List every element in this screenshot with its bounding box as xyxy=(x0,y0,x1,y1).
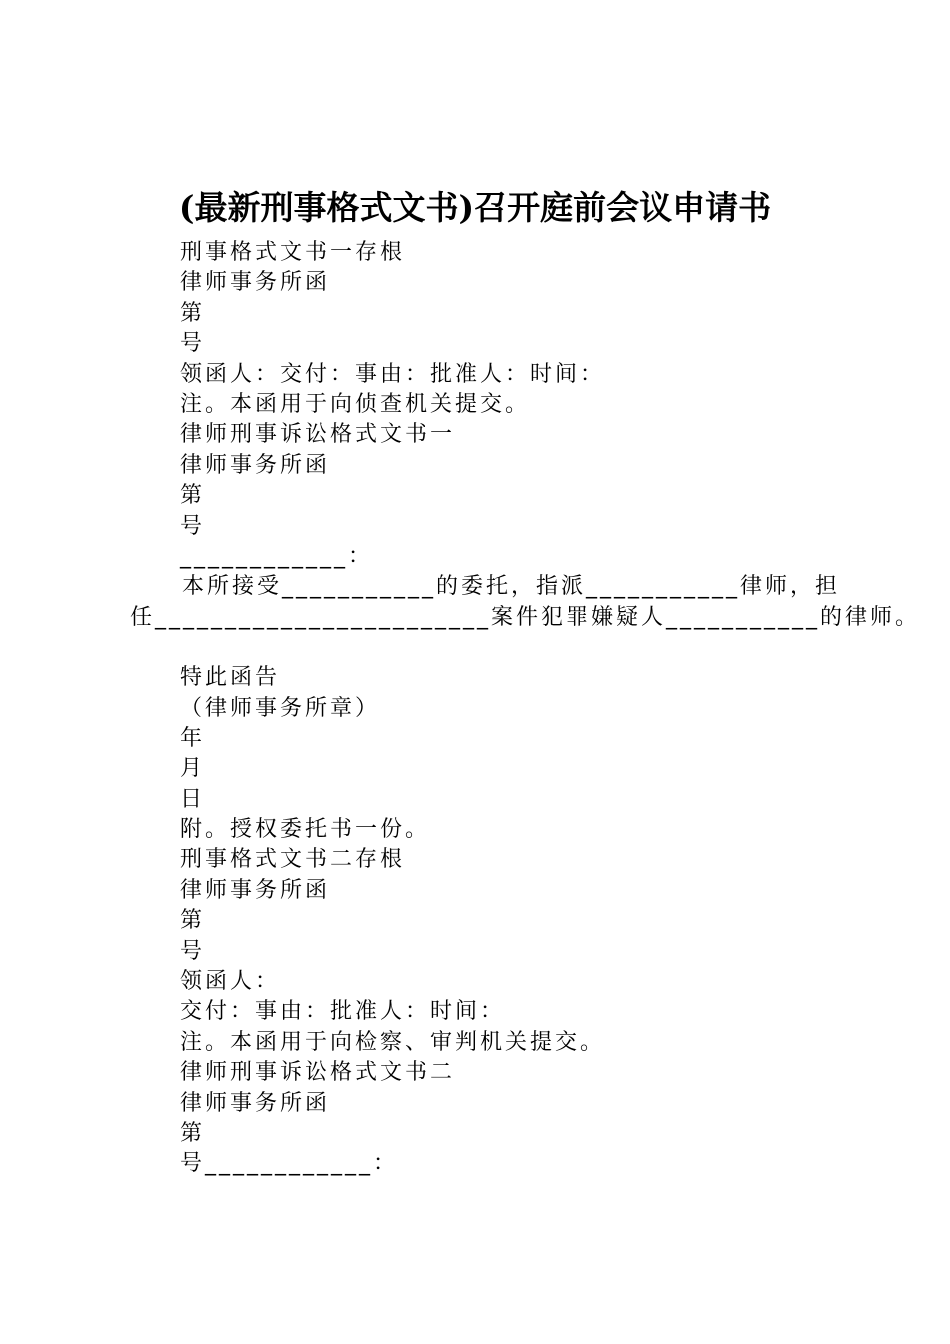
text-line: 注。本函用于向侦查机关提交。 xyxy=(180,391,531,417)
text-line: 年 xyxy=(180,725,206,751)
text-line: 第 xyxy=(180,300,206,326)
text-line: 律师刑事诉讼格式文书二 xyxy=(180,1060,456,1086)
text-line: 第 xyxy=(180,483,206,509)
text-line: 特此函告 xyxy=(180,665,281,691)
text-line: 号 xyxy=(180,331,206,357)
text-line: 律师事务所函 xyxy=(180,1090,331,1116)
text-line: 领函人：交付：事由：批准人：时间： xyxy=(180,361,606,387)
text-line: 律师刑事诉讼格式文书一 xyxy=(180,422,456,448)
text-line: （律师事务所章） xyxy=(180,695,381,721)
paragraph-line-2: 任________________________案件犯罪嫌疑人___________的律师。 xyxy=(130,604,921,630)
text-line: 律师事务所函 xyxy=(180,270,331,296)
text-line: 律师事务所函 xyxy=(180,877,331,903)
body-paragraph xyxy=(0,572,950,633)
text-line: 交付：事由：批准人：时间： xyxy=(180,999,506,1025)
text-line: 月 xyxy=(180,756,206,782)
text-line: 律师事务所函 xyxy=(180,452,331,478)
text-line: 注。本函用于向检察、审判机关提交。 xyxy=(180,1029,606,1055)
text-line: 刑事格式文书二存根 xyxy=(180,847,406,873)
text-line: 号 xyxy=(180,513,206,539)
text-line: 第 xyxy=(180,908,206,934)
document-title: (最新刑事格式文书)召开庭前会议申请书 xyxy=(178,188,772,227)
document-body xyxy=(0,238,950,1180)
text-line: 日 xyxy=(180,786,206,812)
text-line: 第 xyxy=(180,1120,206,1146)
text-line: ____________： xyxy=(180,543,374,569)
text-line: 号____________： xyxy=(180,1151,399,1177)
text-line: 附。授权委托书一份。 xyxy=(180,817,431,843)
text-line: 号 xyxy=(180,938,206,964)
text-line: 刑事格式文书一存根 xyxy=(180,240,406,265)
paragraph-line-1: 本所接受___________的委托，指派___________律师，担 xyxy=(182,574,841,600)
text-line: 领函人： xyxy=(180,969,281,995)
